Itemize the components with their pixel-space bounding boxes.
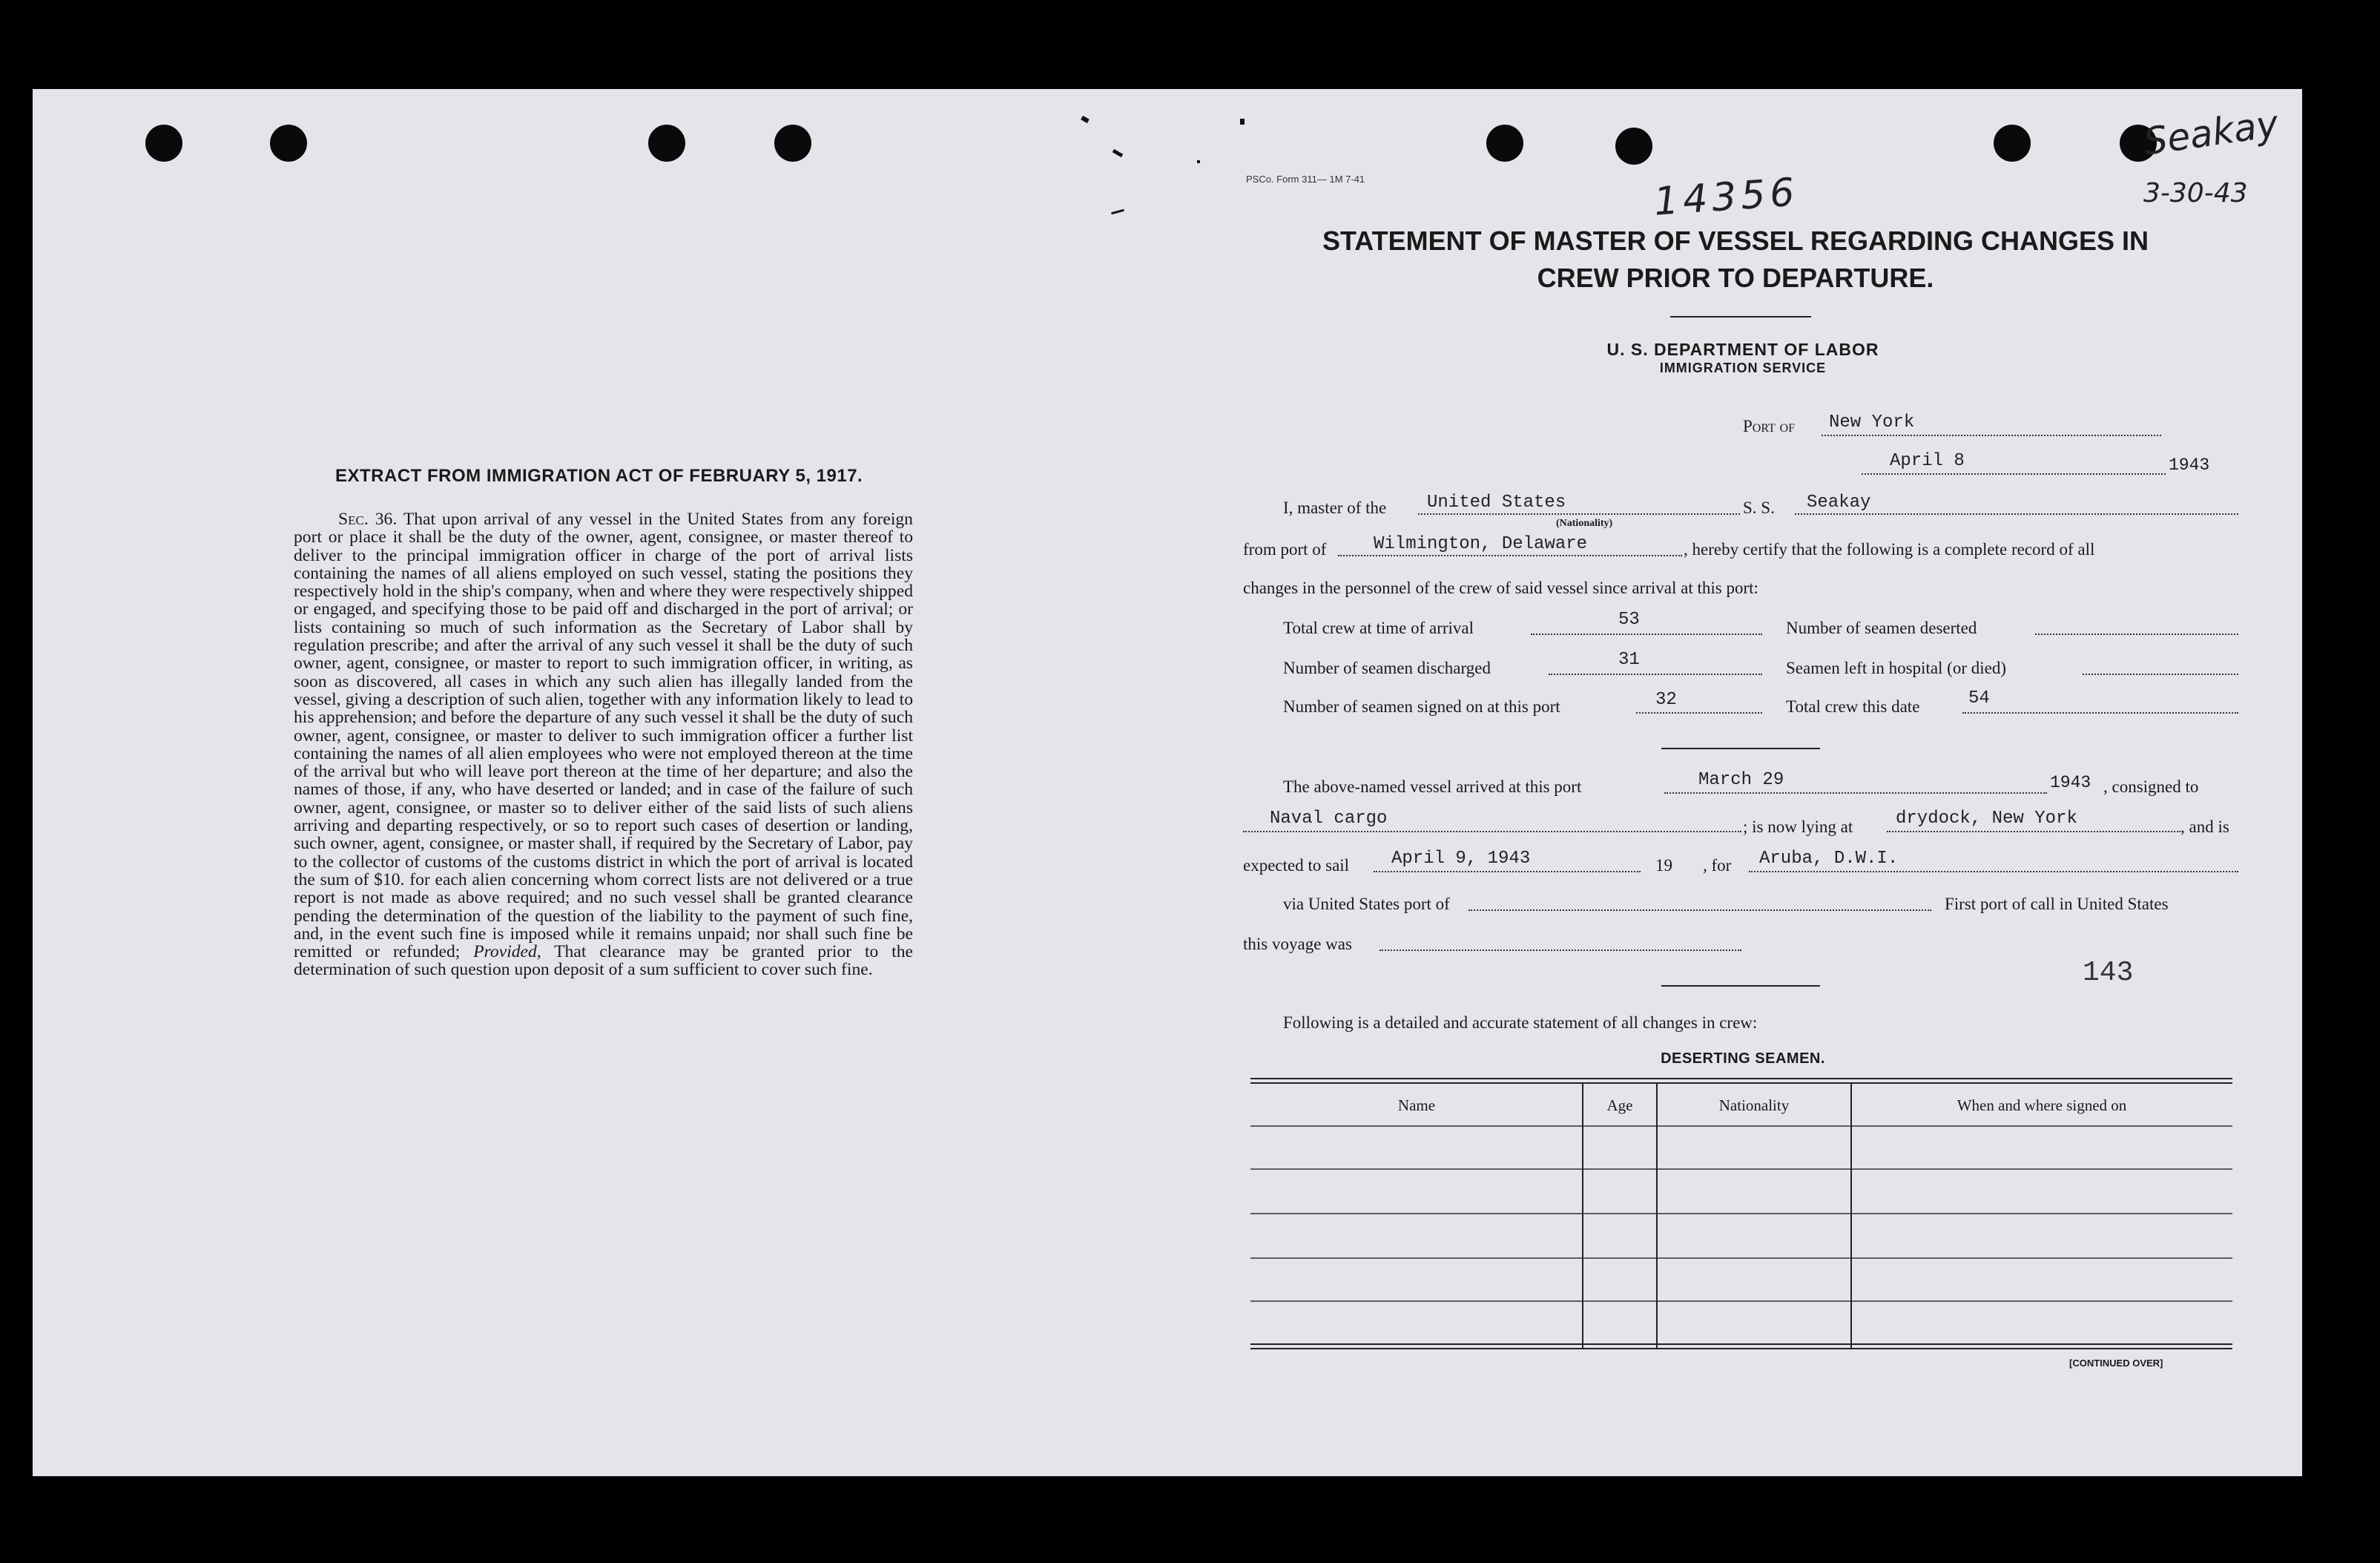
punch-hole bbox=[648, 125, 685, 162]
deserted-label: Number of seamen deserted bbox=[1786, 619, 1977, 637]
title-divider bbox=[1670, 316, 1811, 317]
punch-hole bbox=[774, 125, 811, 162]
punch-hole bbox=[1615, 128, 1652, 165]
via-line bbox=[1468, 890, 1931, 911]
consigned-label: , consigned to bbox=[2103, 777, 2199, 796]
form-title-line2: CREW PRIOR TO DEPARTURE. bbox=[1537, 263, 1934, 293]
ship-value: Seakay bbox=[1807, 493, 1871, 513]
section-tail: That clearance may be granted prior to the determination of such question upon deposit of a sum sufficient to cover such fine. bbox=[294, 942, 913, 980]
date-value: April 8 bbox=[1890, 451, 1965, 471]
ink-speck bbox=[1240, 119, 1245, 125]
punch-hole bbox=[270, 125, 307, 162]
hospital-label: Seamen left in hospital (or died) bbox=[1786, 659, 2007, 677]
port-value: New York bbox=[1829, 412, 1915, 432]
lying-value: drydock, New York bbox=[1896, 809, 2077, 829]
discharged-line bbox=[1549, 654, 1762, 675]
discharged-label: Number of seamen discharged bbox=[1283, 659, 1491, 677]
arrived-label: The above-named vessel arrived at this port bbox=[1283, 777, 1582, 796]
hospital-line bbox=[2083, 654, 2238, 675]
voyage-label: this voyage was bbox=[1243, 935, 1352, 953]
deserting-seamen-table bbox=[1246, 1076, 2237, 1358]
total-arrival-label: Total crew at time of arrival bbox=[1283, 619, 1474, 637]
section-36-text bbox=[294, 510, 913, 979]
from-port-value: Wilmington, Delaware bbox=[1374, 534, 1588, 554]
following-text: Following is a detailed and accurate statement of all changes in crew: bbox=[1283, 1013, 1758, 1032]
form-title-line1: STATEMENT OF MASTER OF VESSEL REGARDING CHANGES IN bbox=[1322, 226, 2149, 256]
nineteen-label: 19 bbox=[1655, 856, 1672, 875]
total-arrival-line bbox=[1531, 614, 1762, 635]
col-header-signed-on: When and where signed on bbox=[1957, 1096, 2127, 1114]
form-code: PSCo. Form 311— 1M 7-41 bbox=[1246, 174, 1365, 185]
and-is-label: , and is bbox=[2180, 817, 2229, 836]
continued-over: [CONTINUED OVER] bbox=[2069, 1358, 2163, 1369]
via-label: via United States port of bbox=[1283, 895, 1450, 913]
section-divider bbox=[1661, 985, 1820, 987]
punch-hole bbox=[145, 125, 182, 162]
master-label: I, master of the bbox=[1283, 498, 1387, 517]
arrived-value: March 29 bbox=[1698, 770, 1784, 790]
changes-text: changes in the personnel of the crew of said vessel since arrival at this port: bbox=[1243, 579, 1758, 597]
discharged-value: 31 bbox=[1618, 650, 1640, 670]
total-date-value: 54 bbox=[1968, 688, 1990, 708]
ink-speck bbox=[1197, 160, 1200, 163]
section-divider bbox=[1661, 748, 1820, 749]
total-date-label: Total crew this date bbox=[1786, 697, 1920, 716]
total-arrival-value: 53 bbox=[1618, 610, 1640, 630]
nationality-caption: (Nationality) bbox=[1556, 518, 1613, 529]
department-name: U. S. DEPARTMENT OF LABOR bbox=[1606, 340, 1879, 359]
section-body: That upon arrival of any vessel in the United States from any foreign port or place it shall be the duty of the owner, agent, consignee, or master thereof to deliver to the principal immigration officer in charge of the port of arrival lists containing the names of all aliens employed on such vessel, stating the positions they respectively hold in the ship's company, when and where they were respectively shipped or engaged, and specifying those to be paid off and discharged in the port of arrival; or lists containing so much of such information as the Secretary of Labor shall by regulation prescribe; and after the arrival of any such vessel it shall be the duty of such owner, agent, consignee, or master to report to such immigration officer, in writing, as soon as discovered, all cases in which any such alien has illegally landed from the vessel, giving a description of such alien, together with any information likely to lead to his apprehension; and before the departure of any such vessel it shall be the duty of such owner, agent, consignee, or master to deliver to such immigration officer a further list containing the names of all alien employees who were not employed thereon at the time of the arrival but who will leave port thereon at the time of her departure; and also the names of those, if any, who have deserted or landed; and in case of the failure of such owner, agent, consignee, or master so to deliver either of the said lists of such aliens arriving and departing respectively, or so to report such cases of desertion or landing, such owner, agent, consignee, or master shall, if required by the Secretary of Labor, pay to the collector of customs of the customs district in which the port of arrival is located the sum of $10. for each alien concerning whom correct lists are not delivered or a true report is not made as above required; and no such vessel shall be granted clearance pending the determination of the question of the liability to the payment of such fine, and, in the event such fine is imposed while it remains unpaid; nor shall such fine be remitted or refunded; bbox=[294, 510, 913, 962]
destination-value: Aruba, D.W.I. bbox=[1759, 849, 1899, 869]
nationality-value: United States bbox=[1427, 493, 1566, 513]
for-label: , for bbox=[1703, 856, 1732, 875]
deserted-line bbox=[2035, 614, 2238, 635]
from-port-label: from port of bbox=[1243, 540, 1327, 559]
lying-label: ; is now lying at bbox=[1743, 817, 1853, 836]
arrived-year: 1943 bbox=[2050, 773, 2091, 792]
col-header-nationality: Nationality bbox=[1718, 1096, 1790, 1114]
provided-word: Provided, bbox=[473, 942, 541, 962]
handwritten-name: Seakay bbox=[2140, 102, 2281, 164]
deserting-seamen-title: DESERTING SEAMEN. bbox=[1661, 1050, 1825, 1067]
punch-hole bbox=[1994, 125, 2031, 162]
punch-hole bbox=[1486, 125, 1523, 162]
expected-label: expected to sail bbox=[1243, 856, 1350, 875]
voyage-line bbox=[1379, 930, 1741, 951]
section-label: Sec. 36. bbox=[338, 510, 398, 529]
col-header-name: Name bbox=[1397, 1096, 1436, 1114]
extract-title: EXTRACT FROM IMMIGRATION ACT OF FEBRUARY 5, 1917. bbox=[335, 466, 863, 486]
first-port-label: First port of call in United States bbox=[1945, 895, 2169, 913]
certify-text: , hereby certify that the following is a complete record of all bbox=[1684, 540, 2095, 559]
handwritten-date: 3-30-43 bbox=[2143, 178, 2248, 208]
form-title bbox=[1224, 223, 2247, 297]
signed-on-label: Number of seamen signed on at this port bbox=[1283, 697, 1560, 716]
consignee-value: Naval cargo bbox=[1270, 809, 1388, 829]
sail-value: April 9, 1943 bbox=[1391, 849, 1531, 869]
service-name: IMMIGRATION SERVICE bbox=[1659, 361, 1827, 375]
port-label: Port of bbox=[1743, 417, 1796, 435]
stamped-number: 143 bbox=[2083, 957, 2134, 989]
handwritten-number: 14356 bbox=[1652, 170, 1801, 225]
col-header-age: Age bbox=[1606, 1096, 1633, 1114]
signed-on-value: 32 bbox=[1655, 690, 1677, 710]
ss-label: S. S. bbox=[1743, 498, 1775, 517]
year-value: 1943 bbox=[2169, 455, 2210, 475]
total-date-line bbox=[1962, 693, 2238, 714]
